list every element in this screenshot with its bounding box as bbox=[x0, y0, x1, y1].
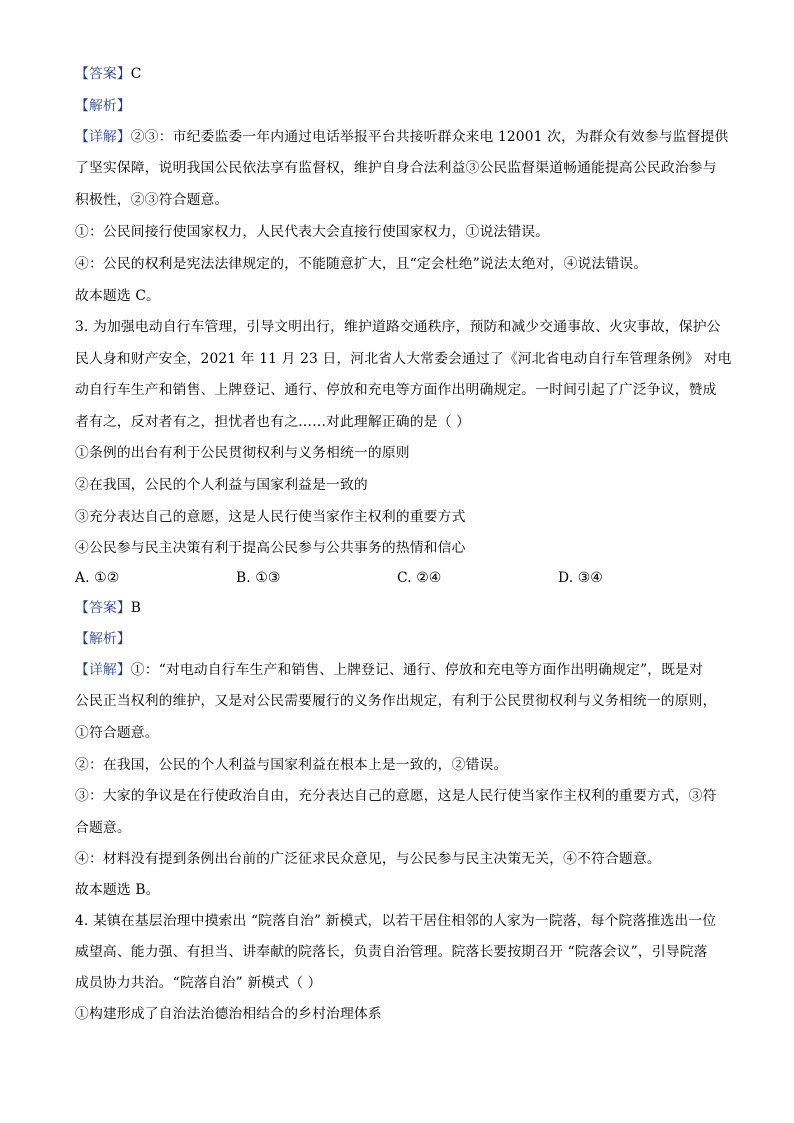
q4-stem-line-2: 威望高、能力强、有担当、讲奉献的院落长，负责自治管理。院落长要按期召开 “院落会议”，引导院落 bbox=[75, 944, 708, 960]
answer-value: C bbox=[130, 66, 142, 82]
q3-detail-line-2: 公民正当权利的维护，又是对公民需要履行的义务作出规定，有利于公民贯彻权利与义务相统一的原则， bbox=[75, 693, 717, 709]
q3-statement-2: ②在我国，公民的个人利益与国家利益是一致的 bbox=[75, 477, 368, 493]
q4-stem-line-1: 4. 某镇在基层治理中摸索出 “院落自治” 新模式，以若干居住相邻的人家为一院落，每个院落推选出一位 bbox=[75, 913, 717, 929]
q3-statement-3: ③充分表达自己的意愿，这是人民行使当家作主权利的重要方式 bbox=[75, 509, 466, 525]
q2-analysis-label bbox=[75, 96, 725, 116]
q3-option-c: C. ②④ bbox=[397, 570, 442, 586]
q2-conclusion: 故本题选 C。 bbox=[75, 288, 160, 304]
q3-detail-line-7: ④：材料没有提到条例出台前的广泛征求民众意见，与公民参与民主决策无关，④不符合题意。 bbox=[75, 851, 661, 867]
detail-text: ①：“对电动自行车生产和销售、上牌登记、通行、停放和充电等方面作出明确规定”，既是对 bbox=[130, 662, 704, 678]
q3-stem-line-4: 者有之，反对者有之，担忧者也有之……对此理解正确的是（ ） bbox=[75, 414, 471, 430]
q3-conclusion: 故本题选 B。 bbox=[75, 882, 160, 898]
q2-detail-line-2: 了坚实保障，说明我国公民依法享有监督权，维护自身合法利益③公民监督渠道畅通能提高公民政治参与 bbox=[75, 160, 717, 176]
q2-answer-line bbox=[75, 64, 725, 84]
q3-option-b: B. ①③ bbox=[236, 570, 281, 586]
q3-analysis-label bbox=[75, 629, 725, 649]
q3-detail-line-4: ②：在我国，公民的个人利益与国家利益在根本上是一致的，②错误。 bbox=[75, 757, 508, 773]
q3-option-d: D. ③④ bbox=[558, 570, 603, 586]
q2-detail-line-3: 积极性，②③符合题意。 bbox=[75, 192, 229, 208]
q2-note-1: ①：公民间接行使国家权力，人民代表大会直接行使国家权力，①说法错误。 bbox=[75, 224, 550, 240]
q3-statement-4: ④公民参与民主决策有利于提高公民参与公共事务的热情和信心 bbox=[75, 540, 466, 556]
q3-option-a: A. ①② bbox=[75, 570, 120, 586]
answer-value: B bbox=[130, 600, 142, 616]
q4-stem-line-3: 成员协力共治。“院落自治” 新模式（ ） bbox=[75, 975, 322, 991]
analysis-label: 【解析】 bbox=[75, 98, 131, 114]
q2-note-2: ④：公民的权利是宪法法律规定的，不能随意扩大，且“定会杜绝”说法太绝对，④说法错误。 bbox=[75, 256, 648, 272]
answer-label: 【答案】 bbox=[75, 600, 131, 616]
analysis-label: 【解析】 bbox=[75, 631, 131, 647]
q3-stem-line-1: 3. 为加强电动自行车管理，引导文明出行，维护道路交通秩序，预防和减少交通事故、火灾事故，保护公 bbox=[75, 319, 721, 335]
q3-stem-line-2: 民人身和财产安全，2021 年 11 月 23 日，河北省人大常委会通过了《河北省电动自行车管理条例》 对电 bbox=[75, 351, 732, 367]
detail-label: 【详解】 bbox=[75, 129, 131, 145]
detail-label: 【详解】 bbox=[75, 662, 131, 678]
q3-detail-line-1 bbox=[75, 660, 725, 680]
answer-label: 【答案】 bbox=[75, 66, 131, 82]
q3-statement-1: ①条例的出台有利于公民贯彻权利与义务相统一的原则 bbox=[75, 445, 410, 461]
q2-detail-line-1 bbox=[75, 127, 729, 147]
detail-text: ②③：市纪委监委一年内通过电话举报平台共接听群众来电 12001 次，为群众有效参与监督提供 bbox=[130, 129, 729, 145]
q3-detail-line-6: 合题意。 bbox=[75, 820, 131, 836]
q3-stem-line-3: 动自行车生产和销售、上牌登记、通行、停放和充电等方面作出明确规定。一时间引起了广泛争议，赞成 bbox=[75, 382, 717, 398]
q3-answer-line bbox=[75, 598, 725, 618]
q3-detail-line-5: ③：大家的争议是在行使政治自由，充分表达自己的意愿，这是人民行使当家作主权利的重要方式，③符 bbox=[75, 788, 717, 804]
q4-statement-1: ①构建形成了自治法治德治相结合的乡村治理体系 bbox=[75, 1006, 382, 1022]
q3-detail-line-3: ①符合题意。 bbox=[75, 725, 159, 741]
